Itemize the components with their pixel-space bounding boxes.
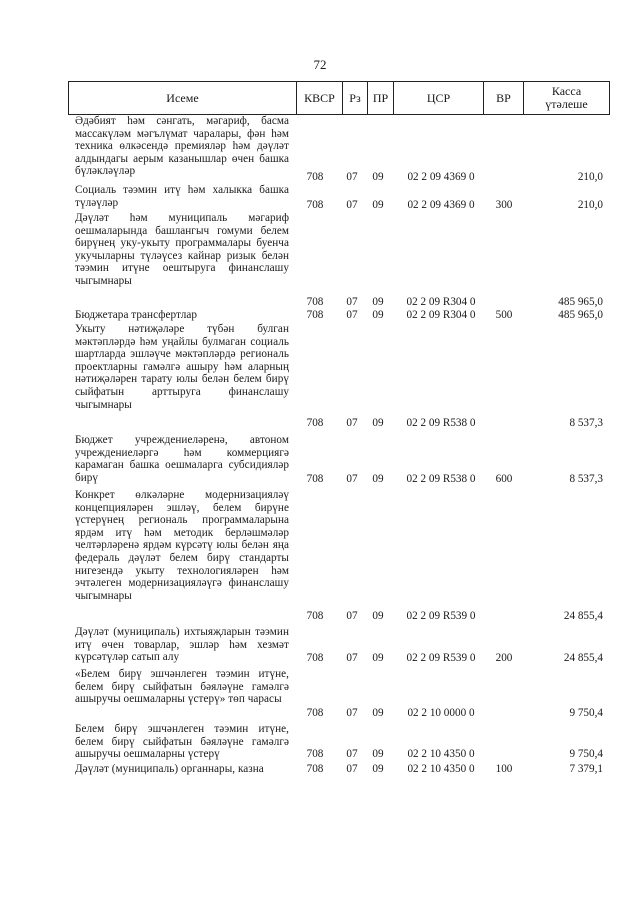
row-rz: 07 <box>346 473 358 486</box>
table-header <box>68 81 610 115</box>
row-rz: 07 <box>346 296 358 309</box>
table-row <box>0 309 640 322</box>
row-kassa: 485 965,0 <box>558 309 603 322</box>
row-kvsr: 708 <box>306 199 324 212</box>
table-row <box>0 723 640 761</box>
row-vr: 500 <box>495 309 513 322</box>
row-csr: 02 2 09 R539 0 <box>406 652 476 665</box>
row-csr: 02 2 09 R538 0 <box>406 417 476 430</box>
row-vr: 200 <box>495 652 513 665</box>
header-kassa: Касса үтәлеше <box>523 82 609 114</box>
row-rz: 07 <box>346 417 358 430</box>
row-pr: 09 <box>372 199 384 212</box>
header-name: Исеме <box>166 90 199 105</box>
row-name: Белем бирү эшчәнлеген тәэмин итүне, белем бирү сыйфатын бәяләүне гамәлгә ашыручы оешмаларны үстерү <box>75 723 289 761</box>
row-kassa: 485 965,0 <box>558 296 603 309</box>
row-name: Социаль тәэмин итү һәм халыкка башка түләүләр <box>75 184 289 209</box>
row-pr: 09 <box>372 473 384 486</box>
row-rz: 07 <box>346 763 358 776</box>
row-rz: 07 <box>346 707 358 720</box>
row-csr: 02 2 10 4350 0 <box>407 763 475 776</box>
row-rz: 07 <box>346 748 358 761</box>
table-row <box>0 184 640 212</box>
page-number: 72 <box>313 57 327 72</box>
row-pr: 09 <box>372 763 384 776</box>
row-pr: 09 <box>372 309 384 322</box>
table-row <box>0 212 640 309</box>
row-csr: 02 2 10 4350 0 <box>407 748 475 761</box>
row-kvsr: 708 <box>306 610 324 623</box>
row-kassa: 8 537,3 <box>569 417 603 430</box>
row-csr: 02 2 09 R539 0 <box>406 610 476 623</box>
row-kassa: 7 379,1 <box>569 763 603 776</box>
row-kvsr: 708 <box>306 763 324 776</box>
row-csr: 02 2 10 0000 0 <box>407 707 475 720</box>
row-name: Бюджетара трансфертлар <box>75 309 197 321</box>
row-pr: 09 <box>372 748 384 761</box>
header-rz: Рз <box>342 82 367 114</box>
row-kassa: 24 855,4 <box>563 610 603 623</box>
row-kvsr: 708 <box>306 296 324 309</box>
row-kvsr: 708 <box>306 417 324 430</box>
row-kassa: 24 855,4 <box>563 652 603 665</box>
table-row <box>0 323 640 430</box>
row-kassa: 9 750,4 <box>569 707 603 720</box>
row-csr: 02 2 09 R538 0 <box>406 473 476 486</box>
table-row <box>0 626 640 665</box>
row-name: Дәүләт һәм муниципаль мәгариф оешмаларында башлангыч гомуми белем бирүнең уку-укыту программалары буенча укучыларны түләүсез кайнар ризык белән тәэмин итүне оештыруга финанслашу чыгымнары <box>75 212 289 287</box>
header-vr: ВР <box>483 82 523 114</box>
row-rz: 07 <box>346 652 358 665</box>
row-vr: 300 <box>495 199 513 212</box>
row-name: Әдәбият һәм сәнгать, мәгариф, басма массакүләм мәгълүмат чаралары, фән һәм техника өлкәсендә премияләр һәм дәүләт алдындагы аерым казанышлар өчен башка бүләкләүләр <box>75 115 289 178</box>
row-kvsr: 708 <box>306 707 324 720</box>
header-pr: ПР <box>367 82 393 114</box>
row-rz: 07 <box>346 309 358 322</box>
row-kassa: 8 537,3 <box>569 473 603 486</box>
row-kassa: 210,0 <box>577 199 603 212</box>
row-rz: 07 <box>346 199 358 212</box>
table-row <box>0 668 640 720</box>
row-name: Конкрет өлкәләрне модернизацияләү концепцияләрен эшләү, белем бирүне үстерүнең региональ программаларына ярдәм итү һәм методик берләшмәләр челтәрләренә ярдәм күрсәтү юлы белән яңа федераль дәүләт белем бирү стандарты нигезендә укыту технологияләрен һәм эчтәлеген модернизацияләүгә финанслашу чыгымнары <box>75 489 289 602</box>
row-pr: 09 <box>372 171 384 184</box>
row-kvsr: 708 <box>306 748 324 761</box>
row-csr: 02 2 09 R304 0 <box>406 296 476 309</box>
row-vr: 100 <box>495 763 513 776</box>
table-row <box>0 115 640 184</box>
row-vr: 600 <box>495 473 513 486</box>
row-name: Дәүләт (муниципаль) органнары, казна <box>75 763 264 775</box>
row-kvsr: 708 <box>306 652 324 665</box>
header-kvsr: КВСР <box>296 82 342 114</box>
row-pr: 09 <box>372 296 384 309</box>
table-row <box>0 434 640 486</box>
row-pr: 09 <box>372 707 384 720</box>
row-csr: 02 2 09 4369 0 <box>407 171 475 184</box>
table-row <box>0 489 640 623</box>
row-name: «Белем бирү эшчәнлеген тәэмин итүне, белем бирү сыйфатын бәяләүне гамәлгә ашыручы оешмаларны үстерү» төп чарасы <box>75 668 289 706</box>
header-csr: ЦСР <box>393 82 483 114</box>
row-kassa: 210,0 <box>577 171 603 184</box>
row-kvsr: 708 <box>306 473 324 486</box>
row-name: Укыту нәтиҗәләре түбән булган мәктәпләрдә һәм уңайлы булмаган социаль шартларда эшләүче мәктәпләрдә региональ проектларны гамәлгә ашыру һәм аларның нәтиҗәләрен тарату юлы белән белем бирү сыйфатын арттыруга финанслашу чыгымнары <box>75 323 289 411</box>
row-pr: 09 <box>372 417 384 430</box>
row-rz: 07 <box>346 171 358 184</box>
row-name: Дәүләт (муниципаль) ихтыяҗларын тәэмин итү өчен товарлар, эшләр һәм хезмәт күрсәтүләр сатып алу <box>75 626 289 664</box>
row-kvsr: 708 <box>306 171 324 184</box>
row-pr: 09 <box>372 652 384 665</box>
row-name: Бюджет учреждениеләренә, автоном учреждениеләргә һәм коммерциягә карамаган башка оешмаларга субсидияләр бирү <box>75 434 289 484</box>
row-csr: 02 2 09 4369 0 <box>407 199 475 212</box>
row-csr: 02 2 09 R304 0 <box>406 309 476 322</box>
row-rz: 07 <box>346 610 358 623</box>
row-kassa: 9 750,4 <box>569 748 603 761</box>
table-row <box>0 763 640 776</box>
row-pr: 09 <box>372 610 384 623</box>
row-kvsr: 708 <box>306 309 324 322</box>
